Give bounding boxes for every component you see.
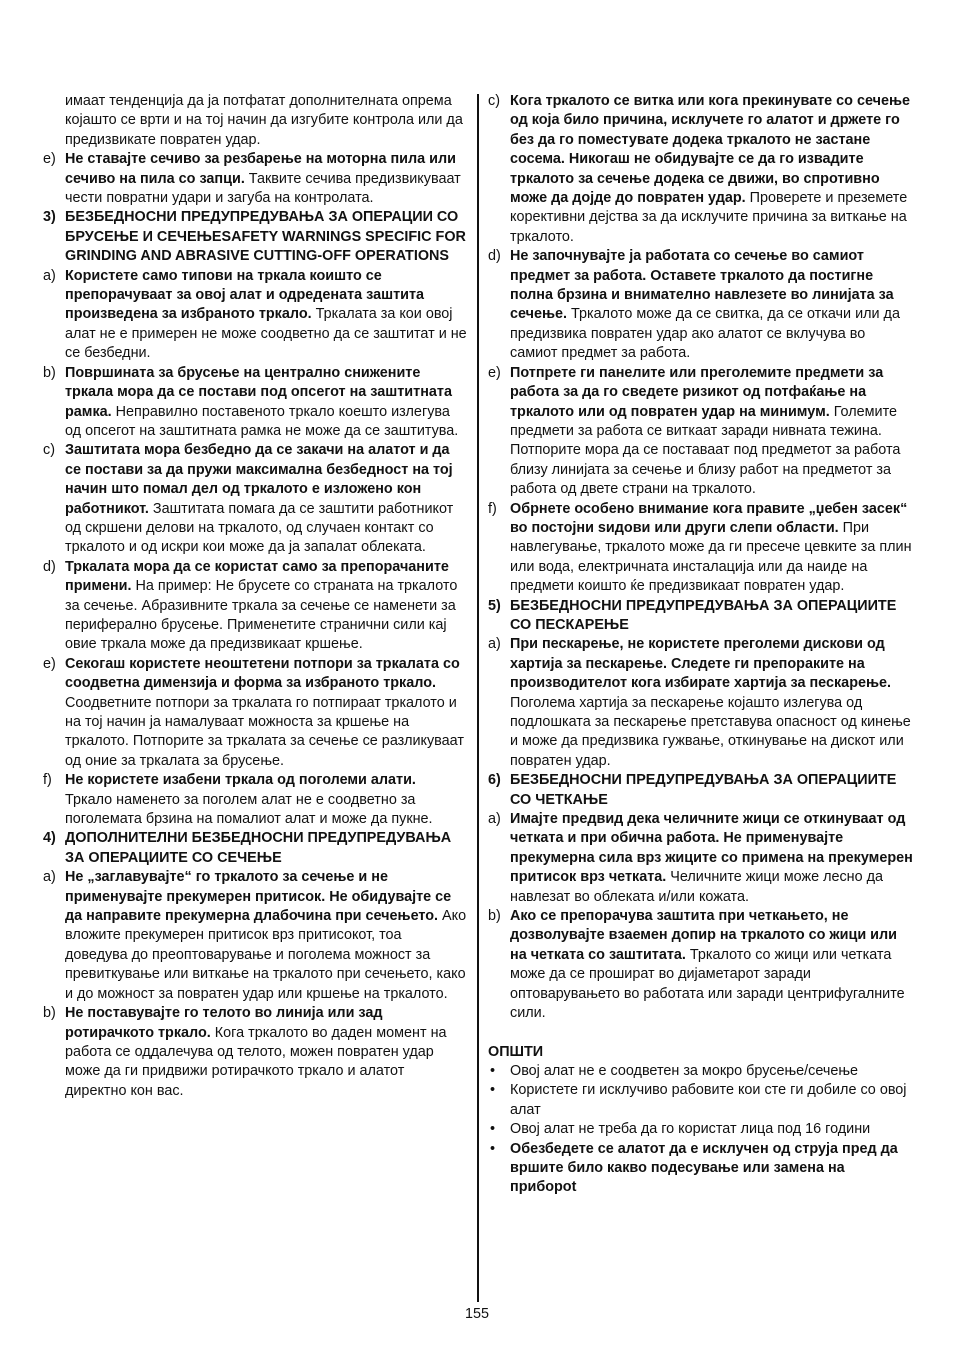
warning-text: Тркалото со жици или четката може да се прошират во дијаметарот заради оптоварувањето во работата или заради центрифугалните сили.: [510, 946, 905, 1022]
bullet-icon: •: [490, 1062, 496, 1079]
warning-item: [43, 868, 467, 1004]
warning-bold: Тркалата мора да се користат само за препорачаните примени.: [65, 558, 449, 595]
right-column: [488, 92, 914, 1198]
warning-item: [43, 441, 467, 557]
section-4-list: [43, 868, 467, 1101]
warning-item: [488, 92, 914, 247]
item-marker: c): [488, 93, 500, 109]
column-divider: [477, 94, 479, 1302]
item-marker: e): [43, 151, 56, 168]
warning-text: Големите предмети за работа се виткаат заради нивната тежина. Потпорите мора да се поставаат под предметот за работа близу линијата за сечење и близу рабoт на предметот за работа од двете страни на тркалото.: [510, 403, 901, 498]
warning-text: Челичните жици може лесно да навлезат во облеката и/или кожата.: [510, 869, 884, 905]
item-marker: d): [488, 248, 501, 265]
item-marker: c): [43, 442, 55, 459]
warning-item: [43, 771, 467, 829]
warning-item: [488, 364, 914, 500]
warning-bold: При пескарење, не користете преголеми дискови од хартија за пескарење. Следете ги препораките на производителот кога избирате хартија за пескарење.: [510, 636, 892, 692]
warning-bold: Обрнете особено внимание кога правите „џебен засек“ во постојни ѕидови или други слепи области.: [510, 500, 908, 536]
warning-bold: Имајте предвид дека челичните жици се откинуваат од четката и при обична работа. Не применувајте прекумерна сила врз жиците со примена на прекумерен притисок врз четката.: [510, 811, 913, 886]
page-number: 155: [464, 1306, 489, 1322]
section-heading-5: 5) БЕЗБЕДНОСНИ ПРЕДУПРЕДУВАЊА ЗА ОПЕРАЦИИТЕ СО ПЕСКАРЕЊЕ: [488, 597, 897, 633]
general-bullet-list: [488, 1062, 914, 1198]
warning-bold: Не поставувајте го телото во линија или зад ротирачкото тркало.: [65, 1005, 383, 1041]
warning-item: [488, 907, 914, 1023]
warning-bold: Не користете изабени тркала од поголеми алати.: [65, 772, 416, 789]
warning-text: Заштитата помага да се заштити работникот од скршени делови на тркалото, од случаен контакт со тркалото и од искри кои може да ја запалат облеката.: [65, 500, 454, 556]
warning-text: Неправилно поставеното тркало коешто излегува од опсегот на заштитната рамка не може да се заштитува.: [65, 403, 459, 439]
item-marker: f): [488, 500, 497, 517]
section-heading-6: 6) БЕЗБЕДНОСНИ ПРЕДУПРЕДУВАЊА ЗА ОПЕРАЦИИТЕ СО ЧЕТКАЊЕ: [488, 772, 897, 808]
bullet-icon: •: [490, 1140, 496, 1157]
bullet-item: [488, 1140, 914, 1198]
item-marker: a): [43, 267, 56, 284]
warning-bold: Површината за брусење на централно снижените тркала мора да се постави под опсегот на заштитната рамка.: [65, 364, 452, 420]
warning-bold: Не ставајте сечиво за резбарење на моторна пила или сечиво на пила со запци.: [65, 151, 456, 187]
left-column: [43, 92, 467, 1101]
bullet-text: Користете ги исклучиво рабовите кои сте ги добиле со овој алат: [510, 1082, 907, 1118]
item-marker: f): [43, 772, 52, 789]
warning-item: [43, 1004, 467, 1101]
bullet-icon: •: [490, 1082, 496, 1099]
warning-item: [43, 558, 467, 655]
warning-text: На пример: Не брусете со страната на тркалото за сечење. Абразивните тркала за сечење се наменети за периферално брусење. Применетите странични сили кај овие тркала може да предизвикаат кршење.: [65, 578, 458, 653]
warning-text: Соодветните потпори за тркалата го потпираат тркалото и на тој начин ја намалуваат можноста за кршење на тркалото. Потпорите за тркалата за сечење се разликуваат од оние за тркалата за брусење.: [65, 694, 464, 769]
bullet-text: Обезбедете се алатот да е исклучен од струја пред да вршите било какво подесување или замена на прибороt: [510, 1140, 898, 1196]
item-marker: b): [43, 364, 56, 381]
section-heading-4: 4) ДОПОЛНИТЕЛНИ БЕЗБЕДНОСНИ ПРЕДУПРЕДУВАЊА ЗА ОПЕРАЦИИТЕ СО СЕЧЕЊЕ: [43, 830, 452, 866]
item-marker: a): [43, 869, 56, 886]
warning-text: Проверете и преземете корективни дејства за да исклучите причина за виткање на тркалото.: [510, 190, 908, 245]
item-marker: b): [488, 908, 501, 925]
item-marker: e): [43, 655, 56, 672]
warning-text: Тркалата за кои овој алат не е примерен не може соодветно да се заштитат и не се безбедни.: [65, 306, 467, 362]
warning-text: Ако вложите прекумерен притисок врз притисокот, тоа доведува до преоптоварување и поголема можност за превиткување или виткање на тркалото при сечењето, како и до можност за повратен удар или кршење на тркалото.: [65, 908, 467, 1002]
warning-bold: Не започнувајте ја работата со сечење во самиот предмет за работа. Оставете тркалото да постигне полна брзина и внимателно навлезете во линијата за сечење.: [510, 248, 894, 323]
warning-text: Тркало наменето за поголем алат не е соодветно за поголемата брзина на помалиот алат и може да пукне.: [65, 791, 433, 828]
warning-item: [488, 810, 914, 907]
item-marker: b): [43, 1005, 56, 1022]
warning-bold: Секогаш користете неоштетени потпори за тркалата со соодветна димензија и форма за избраното тркало.: [65, 655, 460, 692]
warning-item: [43, 655, 467, 771]
bullet-item: [488, 1062, 914, 1081]
warning-bold: Потпрете ги панелите или преголемите предмети за работа за да го сведете ризикот од потфаќање на тркалото или од повратен удар на минимум.: [510, 364, 884, 420]
warning-item: [43, 150, 467, 208]
warning-text: Поголема хартија за пескарење којашто излегува од подлошката за пескарење претставува опасност од кинење и може да предизвика гужвање, откинување на дискот или повратен удар.: [510, 694, 911, 769]
warning-text: Кога тркалото во даден момент на работа се оддалечува од телото, можен повратен удар може да ги придвижи ротирачкото тркало и алатот директно кон вас.: [65, 1024, 447, 1099]
warning-bold: Кога тркалото се витка или кога прекинувате со сечење од која било причина, исклучете го алатот и држете го без да го поместувате додека тркалото не застане сосема. Никогаш не обидувајте се да го извадите тркалото за сечење додека се движи, во спротивно може да дојде до повратен удар.: [510, 93, 911, 207]
warning-text: Тркалото може да се свитка, да се откачи или да предизвика повратен удар ако алатот се вклучува во самиот предмет за работа.: [510, 306, 900, 362]
section-4-list-continued: [488, 92, 914, 597]
general-heading: ОПШТИ: [488, 1043, 544, 1060]
warning-item: [488, 500, 914, 597]
bullet-text: Овој алат не треба да го користат лица под 16 години: [510, 1121, 871, 1138]
warning-item: [488, 247, 914, 363]
continued-paragraph: имаат тенденција да ја потфатат дополнителната опрема којашто се врти и на тој начин да изгубите контрола или да предизвикате повратен удар.: [65, 93, 463, 148]
bullet-icon: •: [490, 1121, 496, 1138]
warning-item: [43, 267, 467, 364]
warning-item: [488, 635, 914, 771]
warning-item: [43, 364, 467, 442]
bullet-text: Овој алат не е соодветен за мокро брусење/сечење: [510, 1062, 859, 1079]
warning-bold: Ако се препорачува заштита при четкањето, не дозволувајте взаемен допир на тркалото со жици или на четката со заштитата.: [510, 908, 897, 963]
section-3-list: [43, 267, 467, 830]
bullet-item: [488, 1120, 914, 1139]
warning-text: Таквите сечива предизвикуваат чести повратни удари и загуба на контролата.: [65, 170, 461, 207]
warning-bold: Заштитата мора безбедно да се закачи на алатот и да се постави за да пружи максимална безбедност на тој начин што помал дел од тркалото е изложено кон работникот.: [65, 442, 453, 517]
item-marker: a): [488, 636, 501, 653]
item-marker: a): [488, 811, 501, 828]
item-marker: e): [488, 364, 501, 381]
item-marker: d): [43, 558, 56, 575]
section-6-list: [488, 810, 914, 1023]
bullet-item: [488, 1081, 914, 1120]
section-heading-3: 3) БЕЗБЕДНОСНИ ПРЕДУПРЕДУВАЊА ЗА ОПЕРАЦИИ СО БРУСЕЊЕ И СЕЧЕЊЕSAFETY WARNINGS SPECIFIC FOR GRINDING AND ABRASIVE CUTTING-OFF OPERATIONS: [43, 209, 466, 265]
warning-bold: Користете само типови на тркала коишто се препорачуваат за овој алат и одредената заштита произведена за избраното тркало.: [65, 267, 425, 323]
section-5-list: [488, 635, 914, 771]
warning-text: При навлегување, тркалото може да ги пресече цевките за плин или вода, електричната инсталација или да наиде на предмети коишто ќе предизвикаат повратен удар.: [510, 519, 912, 595]
warning-bold: Не „заглавувајте“ го тркалото за сечење и не применувајте прекумерен притисок. Не обидувајте се да направите прекумерна длабочина при сечењето.: [65, 869, 452, 925]
